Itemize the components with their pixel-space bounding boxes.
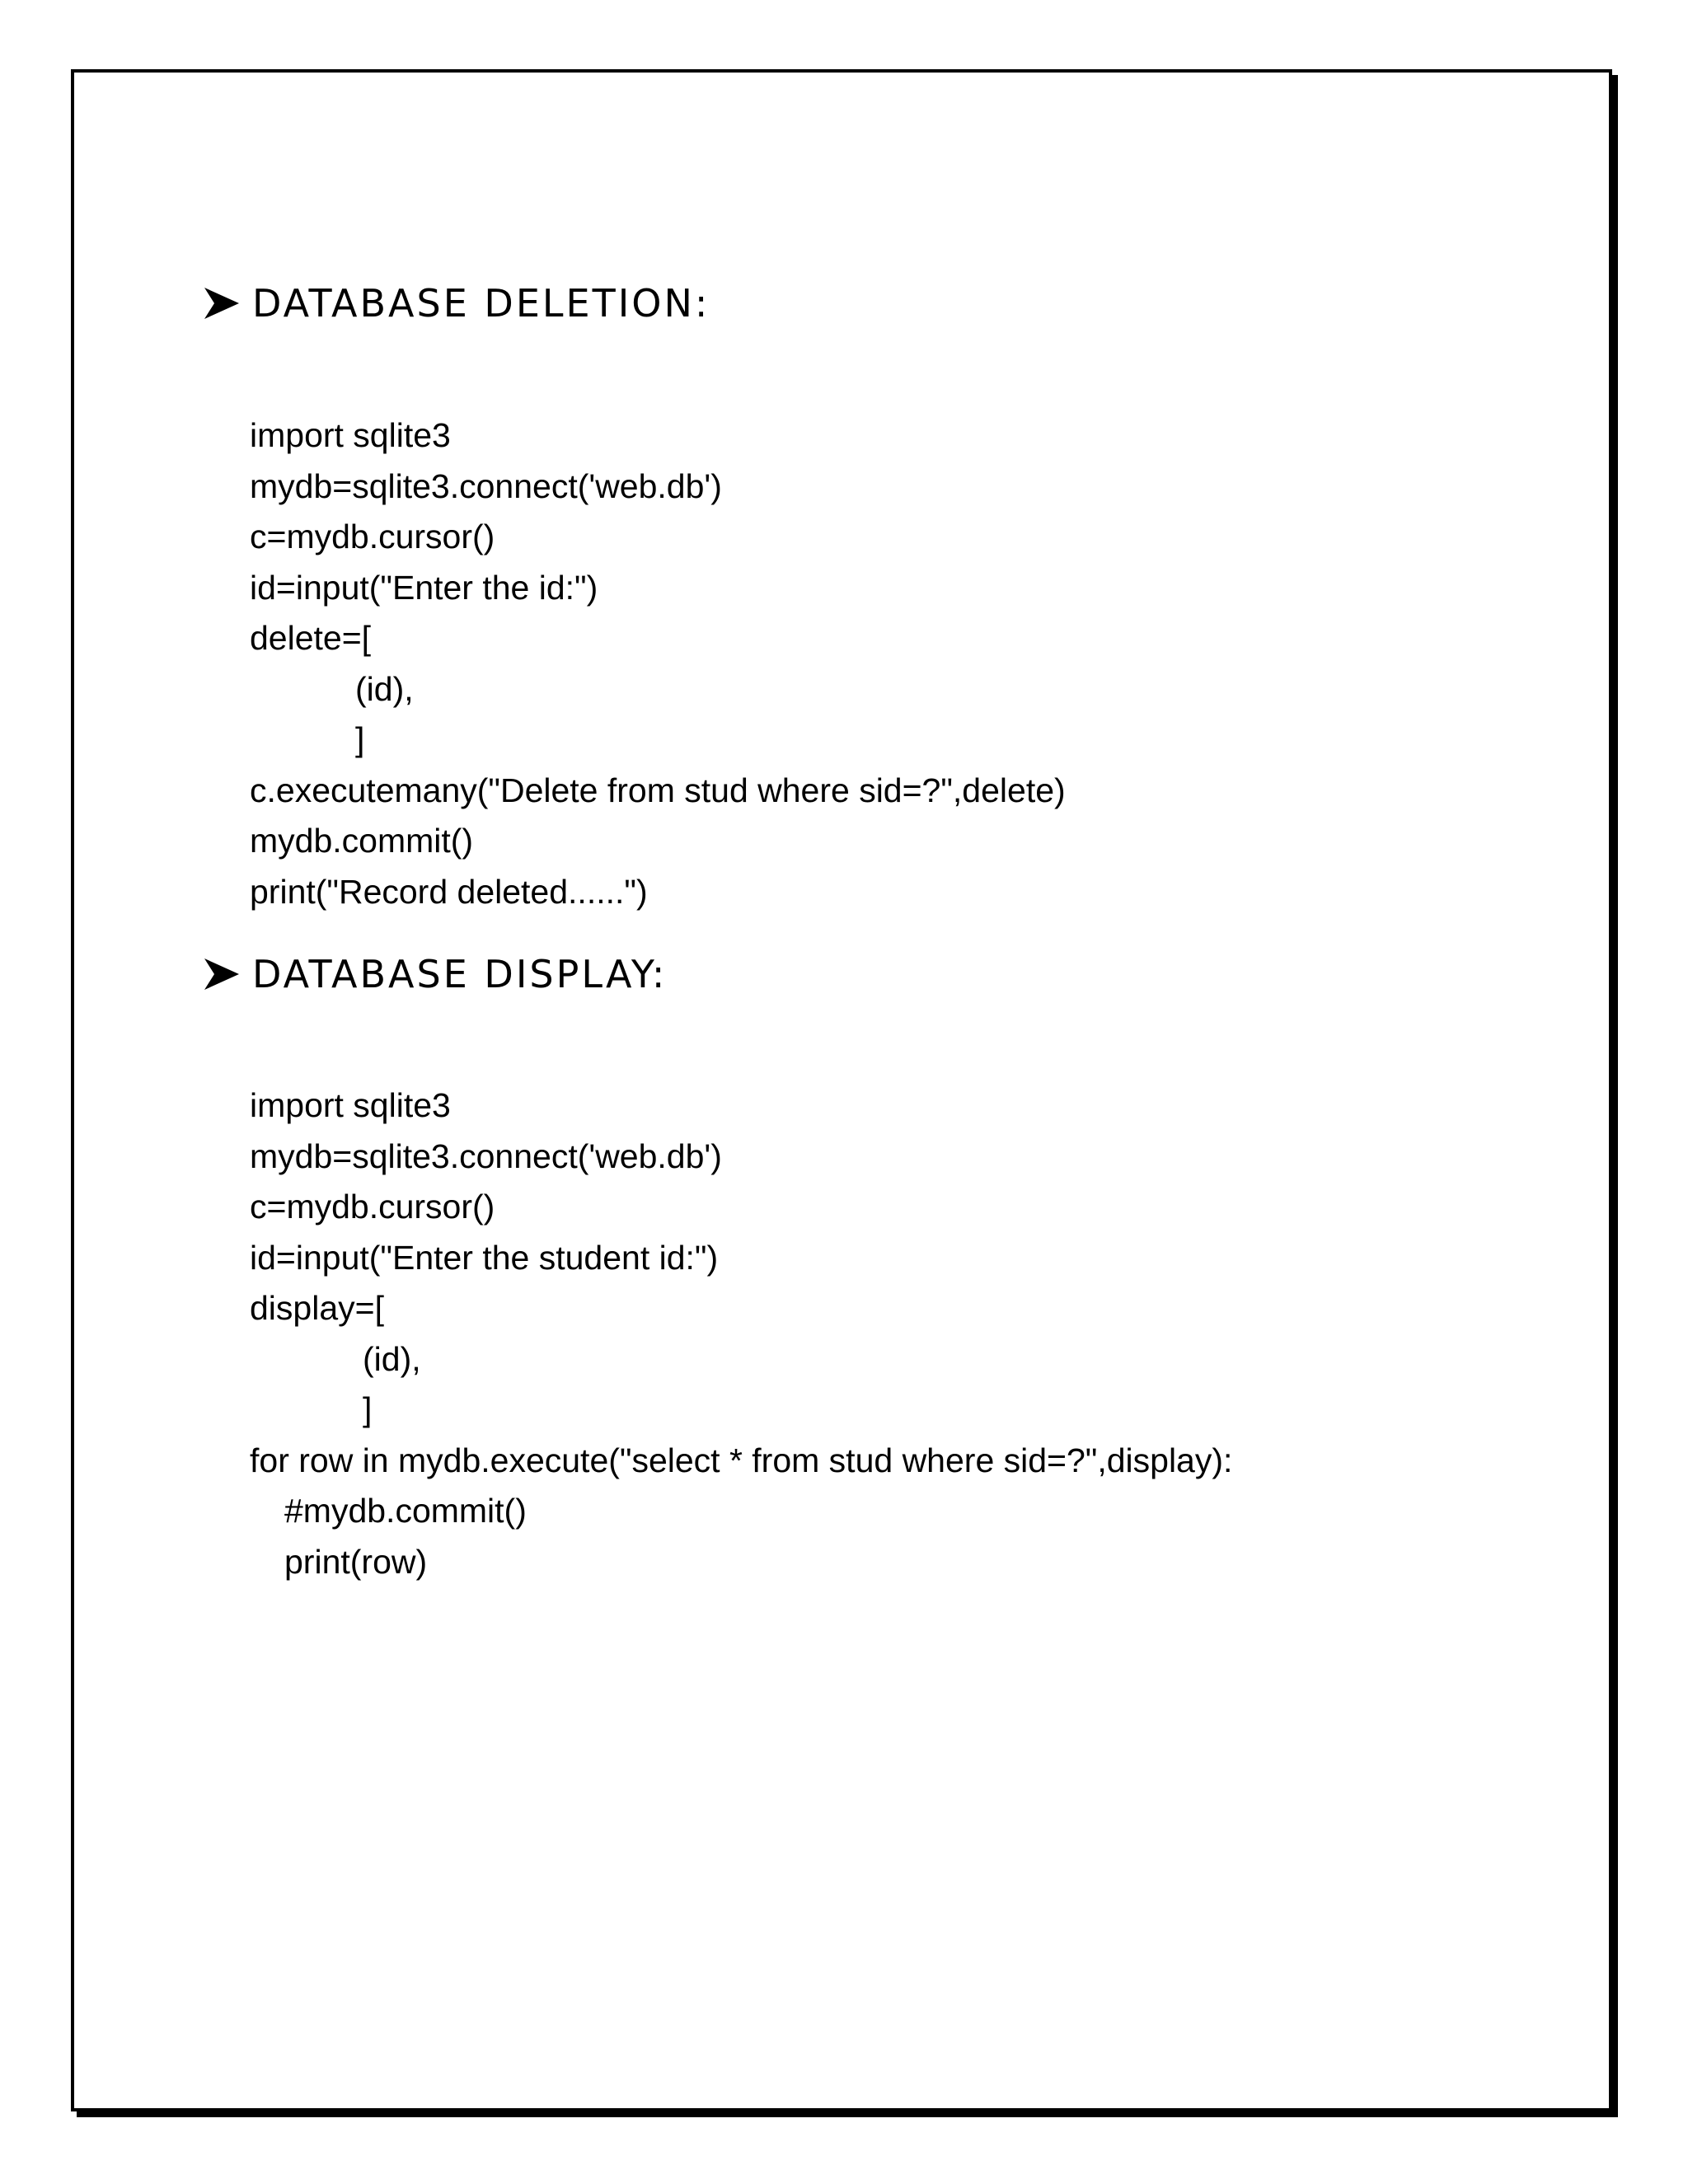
section-heading <box>203 945 667 1003</box>
arrow-bullet-icon <box>203 284 241 322</box>
code-line: print("Record deleted......") <box>250 872 648 911</box>
code-line: ] <box>355 720 365 758</box>
code-line: import sqlite3 <box>250 1086 451 1124</box>
code-line: c.executemany("Delete from stud where sid=?",delete) <box>250 771 1066 809</box>
code-line: c=mydb.cursor() <box>250 518 495 555</box>
code-line: (id), <box>355 669 414 708</box>
code-line: for row in mydb.execute("select * from stud where sid=?",display): <box>250 1441 1233 1479</box>
code-line: id=input("Enter the id:") <box>250 568 598 607</box>
code-line: delete=[ <box>250 619 372 657</box>
code-line: mydb=sqlite3.connect('web.db') <box>250 1137 722 1175</box>
code-line: c=mydb.cursor() <box>250 1188 495 1226</box>
section-heading <box>203 274 710 332</box>
code-line: (id), <box>363 1339 421 1378</box>
code-block-display <box>250 1080 1232 1587</box>
code-line: ] <box>363 1390 373 1428</box>
code-line: print(row) <box>284 1542 428 1581</box>
heading-text: DATABASE DELETION: <box>252 281 710 326</box>
code-line: import sqlite3 <box>250 416 451 454</box>
code-line: mydb.commit() <box>250 822 474 860</box>
code-line: #mydb.commit() <box>284 1492 527 1530</box>
code-line: mydb=sqlite3.connect('web.db') <box>250 466 722 505</box>
heading-text: DATABASE DISPLAY: <box>252 952 668 996</box>
code-line: display=[ <box>250 1289 384 1327</box>
code-block-deletion <box>250 410 1066 917</box>
arrow-bullet-icon <box>203 955 241 993</box>
code-line: id=input("Enter the student id:") <box>250 1238 719 1277</box>
page-frame <box>71 69 1612 2111</box>
